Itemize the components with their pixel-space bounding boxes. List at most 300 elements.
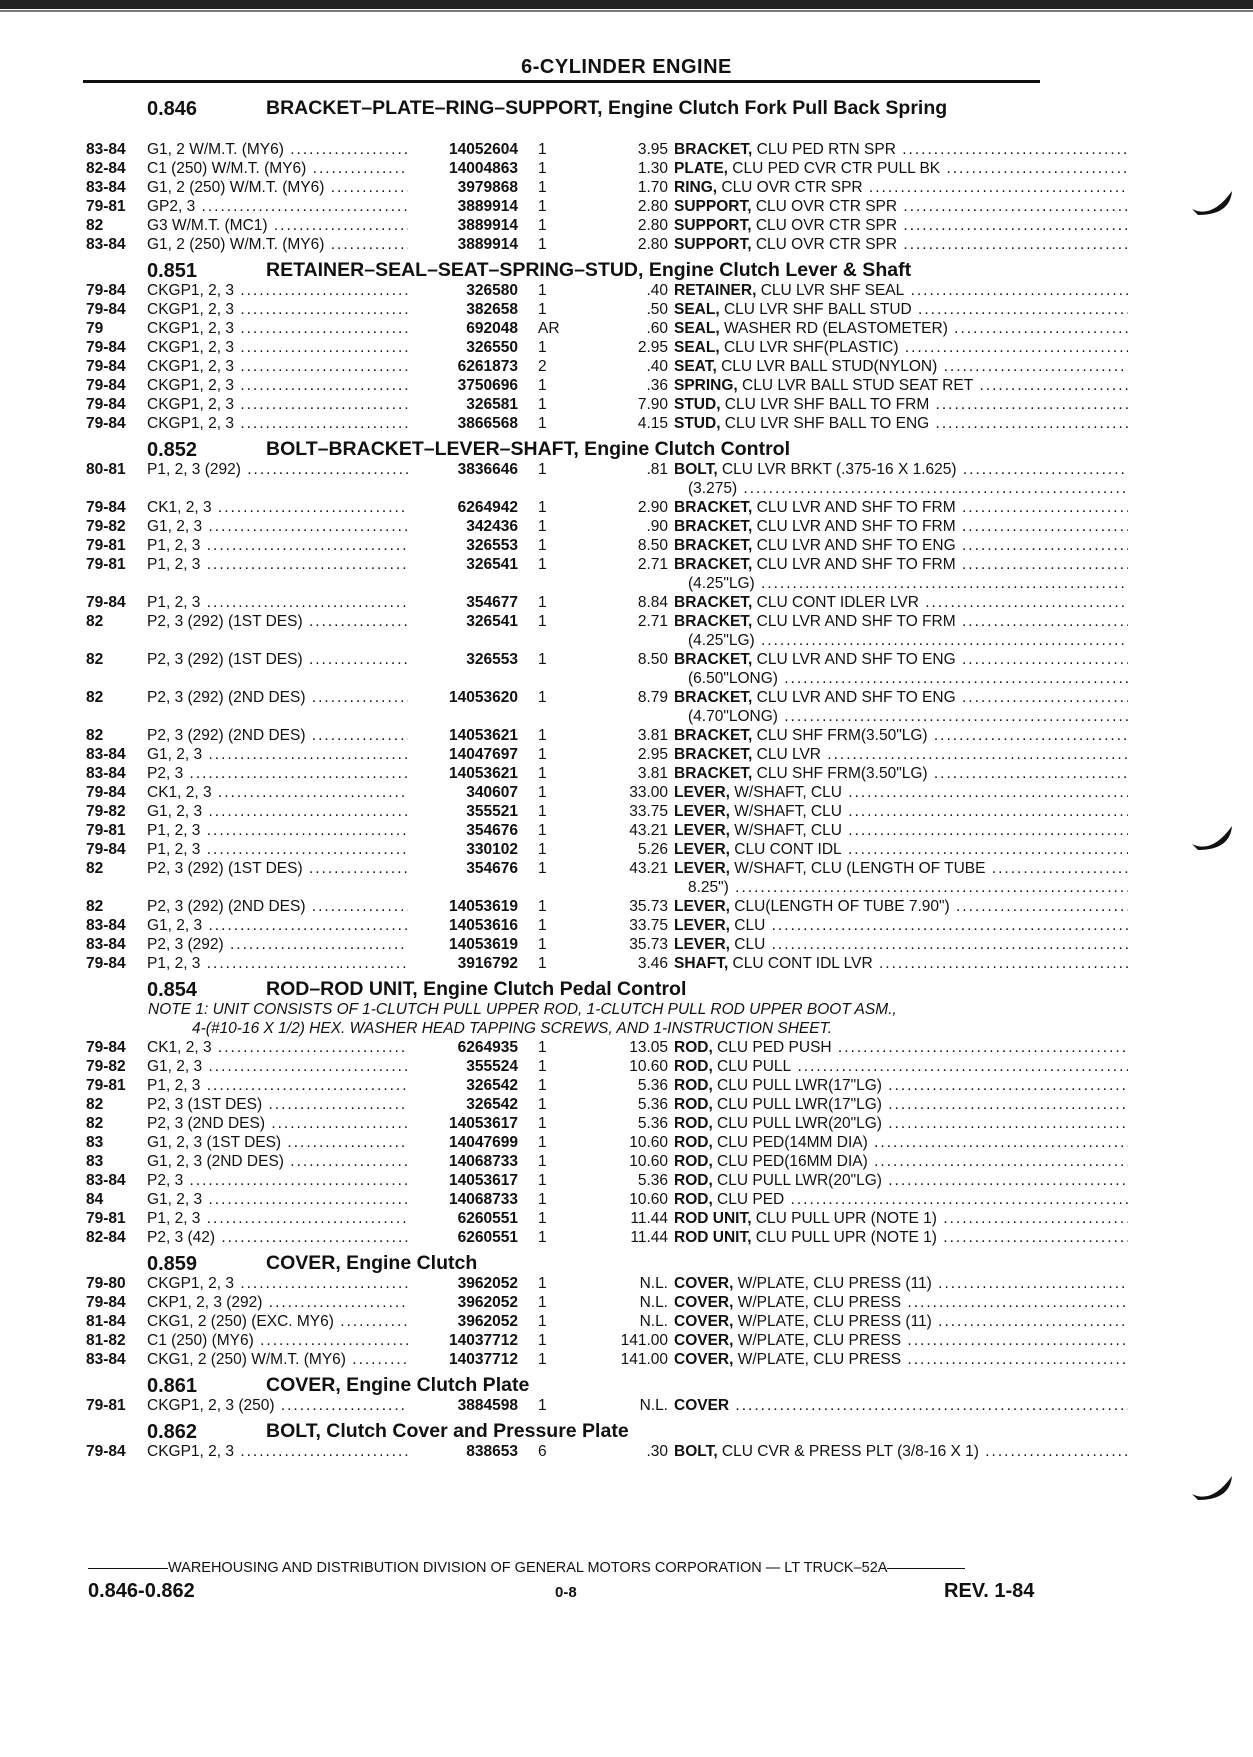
part-number: 3889914 <box>408 197 518 216</box>
price: 43.21 <box>629 860 668 877</box>
parts-row <box>86 319 1048 338</box>
part-number: 14004863 <box>408 159 518 178</box>
description-keyword: BRACKET, <box>674 765 753 782</box>
model-year: 79-84 <box>86 499 126 516</box>
description-keyword: LEVER, <box>674 822 730 839</box>
description-keyword: LEVER, <box>674 860 730 877</box>
parts-row <box>86 916 1048 935</box>
quantity: 1 <box>538 1134 547 1151</box>
quantity: 1 <box>538 651 547 668</box>
quantity: 1 <box>538 499 547 516</box>
model-applicability: P1, 2, 3 ..... <box>147 1209 499 1228</box>
parts-row <box>86 1114 1048 1133</box>
description-line <box>674 954 1128 973</box>
description-line <box>674 726 1128 745</box>
description-line <box>674 593 1128 612</box>
part-number: 330102 <box>408 840 518 859</box>
model-year: 79-84 <box>86 1294 126 1311</box>
part-description <box>674 916 1128 935</box>
parts-row <box>86 1312 1048 1331</box>
parts-row <box>86 357 1048 376</box>
description-keyword: BRACKET, <box>674 518 753 535</box>
section-note <box>86 1000 1048 1038</box>
description-text: CLU LVR AND SHF TO FRM <box>752 613 956 630</box>
part-number: 355524 <box>408 1057 518 1076</box>
part-description <box>674 1152 1128 1171</box>
part-number: 14053619 <box>408 935 518 954</box>
parts-row <box>86 688 1048 726</box>
part-number: 838653 <box>408 1442 518 1461</box>
model-year: 79-81 <box>86 822 126 839</box>
parts-row <box>86 764 1048 783</box>
quantity: 1 <box>538 236 547 253</box>
model-applicability: P2, 3 ..... <box>147 1171 499 1190</box>
part-number: 6261873 <box>408 357 518 376</box>
description-line <box>674 1442 1128 1461</box>
model-year: 82 <box>86 217 104 234</box>
description-continuation: 8.25") ..... <box>674 878 1128 897</box>
description-text: CLU PED CVR CTR PULL BK <box>727 160 941 177</box>
part-description <box>674 1114 1128 1133</box>
quantity: 1 <box>538 217 547 234</box>
model-year: 79-81 <box>86 1210 126 1227</box>
part-description <box>674 1057 1128 1076</box>
parts-row <box>86 1171 1048 1190</box>
model-year: 79-82 <box>86 518 126 535</box>
model-applicability: P2, 3 (292) (1ST DES) ..... <box>147 859 499 878</box>
price: 2.80 <box>637 236 668 253</box>
description-line <box>674 1228 1128 1247</box>
description-keyword: PLATE, <box>674 160 728 177</box>
section-number: 0.859 <box>147 1253 198 1275</box>
part-number: 382658 <box>408 300 518 319</box>
description-keyword: BRACKET, <box>674 613 753 630</box>
description-keyword: LEVER, <box>674 841 730 858</box>
description-text: CLU PULL LWR(20"LG) <box>712 1172 882 1189</box>
model-year: 82-84 <box>86 1229 126 1246</box>
description-text: CLU LVR SHF BALL STUD <box>719 301 912 318</box>
model-year: 83 <box>86 1153 104 1170</box>
quantity: 1 <box>538 1153 547 1170</box>
model-applicability: P2, 3 (1ST DES) ..... <box>147 1095 499 1114</box>
model-applicability: G3 W/M.T. (MC1) ..... <box>147 216 499 235</box>
description-text: W/PLATE, CLU PRESS <box>733 1351 902 1368</box>
scan-top-edge <box>0 0 1253 9</box>
model-year: 79-84 <box>86 1039 126 1056</box>
part-number: 342436 <box>408 517 518 536</box>
part-description <box>674 1331 1128 1350</box>
part-description <box>674 783 1128 802</box>
model-year: 79-84 <box>86 396 126 413</box>
description-keyword: RETAINER, <box>674 282 757 299</box>
description-text: CLU PULL <box>712 1058 792 1075</box>
part-number: 326553 <box>408 536 518 555</box>
description-keyword: BRACKET, <box>674 499 753 516</box>
parts-row <box>86 897 1048 916</box>
quantity: 1 <box>538 803 547 820</box>
part-number: 3750696 <box>408 376 518 395</box>
section-heading <box>86 260 1048 281</box>
quantity: 1 <box>538 1039 547 1056</box>
price: 10.60 <box>629 1058 668 1075</box>
model-year: 82 <box>86 860 104 877</box>
description-keyword: STUD, <box>674 396 721 413</box>
description-keyword: COVER, <box>674 1294 734 1311</box>
part-description <box>674 159 1128 178</box>
model-year: 79-81 <box>86 1397 126 1414</box>
part-number: 14053619 <box>408 897 518 916</box>
model-year: 80-81 <box>86 461 126 478</box>
price: .81 <box>646 461 668 478</box>
section-number: 0.851 <box>147 260 198 282</box>
part-description <box>674 1095 1128 1114</box>
description-keyword: BOLT, <box>674 1443 718 1460</box>
part-description <box>674 897 1128 916</box>
part-number: 3889914 <box>408 216 518 235</box>
section-number: 0.861 <box>147 1375 198 1397</box>
price: .90 <box>646 518 668 535</box>
description-line <box>674 916 1128 935</box>
part-description <box>674 1171 1128 1190</box>
model-year: 79-84 <box>86 955 126 972</box>
model-year: 79-84 <box>86 377 126 394</box>
model-applicability: CKGP1, 2, 3 ..... <box>147 300 499 319</box>
part-description <box>674 935 1128 954</box>
model-year: 83-84 <box>86 936 126 953</box>
price: 7.90 <box>637 396 668 413</box>
part-description <box>674 536 1128 555</box>
quantity: 1 <box>538 765 547 782</box>
part-description <box>674 460 1128 498</box>
section-heading <box>86 1421 1048 1442</box>
part-description <box>674 197 1128 216</box>
description-text: CLU OVR CTR SPR <box>751 217 898 234</box>
part-description <box>674 1038 1128 1057</box>
part-number: 14068733 <box>408 1152 518 1171</box>
description-text: CLU SHF FRM(3.50"LG) <box>752 727 928 744</box>
model-applicability: P1, 2, 3 ..... <box>147 821 499 840</box>
parts-row <box>86 235 1048 254</box>
model-applicability: G1, 2, 3 ..... <box>147 1057 499 1076</box>
part-description <box>674 414 1128 433</box>
price: 5.26 <box>637 841 668 858</box>
description-text: W/SHAFT, CLU <box>729 822 842 839</box>
description-text: CLU PED(14MM DIA) <box>712 1134 868 1151</box>
description-keyword: ROD, <box>674 1115 713 1132</box>
model-applicability: CKGP1, 2, 3 ..... <box>147 319 499 338</box>
price: 2.90 <box>637 499 668 516</box>
description-text: CLU LVR AND SHF TO ENG <box>752 651 956 668</box>
parts-row <box>86 954 1048 973</box>
description-text: CLU(LENGTH OF TUBE 7.90") <box>729 898 950 915</box>
model-applicability: CKG1, 2 (250) W/M.T. (MY6) ..... <box>147 1350 499 1369</box>
parts-row <box>86 745 1048 764</box>
description-keyword: BRACKET, <box>674 537 753 554</box>
price: 11.44 <box>630 1210 668 1227</box>
price: 5.36 <box>637 1115 668 1132</box>
description-line <box>674 1274 1128 1293</box>
description-text: W/PLATE, CLU PRESS <box>733 1332 902 1349</box>
model-year: 79-84 <box>86 1443 126 1460</box>
description-line <box>674 764 1128 783</box>
description-text: CLU LVR AND SHF TO FRM <box>752 518 956 535</box>
description-keyword: BRACKET, <box>674 141 753 158</box>
section-title-bold: BOLT, <box>266 1420 321 1442</box>
description-text: CLU OVR CTR SPR <box>751 198 898 215</box>
part-number: 14053617 <box>408 1114 518 1133</box>
description-line <box>674 1331 1128 1350</box>
quantity: 1 <box>538 1058 547 1075</box>
description-line <box>674 840 1128 859</box>
model-year: 82-84 <box>86 160 126 177</box>
parts-row <box>86 1350 1048 1369</box>
part-description <box>674 517 1128 536</box>
description-text: CLU <box>729 917 766 934</box>
parts-row <box>86 1209 1048 1228</box>
part-description <box>674 338 1128 357</box>
price: 8.84 <box>637 594 668 611</box>
model-applicability: G1, 2, 3 ..... <box>147 802 499 821</box>
price: 33.75 <box>629 803 668 820</box>
parts-row <box>86 612 1048 650</box>
section-title <box>266 979 1026 1000</box>
part-description <box>674 650 1128 688</box>
quantity: 1 <box>538 689 547 706</box>
description-keyword: LEVER, <box>674 803 730 820</box>
note-line-1: NOTE 1: UNIT CONSISTS OF 1-CLUTCH PULL UPPER ROD, 1-CLUTCH PULL ROD UPPER BOOT ASM., <box>148 1001 897 1018</box>
model-applicability: P1, 2, 3 ..... <box>147 593 499 612</box>
model-applicability: CKGP1, 2, 3 ..... <box>147 414 499 433</box>
price: 8.50 <box>637 651 668 668</box>
description-keyword: BOLT, <box>674 461 718 478</box>
description-keyword: ROD, <box>674 1172 713 1189</box>
description-text: CLU CVR & PRESS PLT (3/8-16 X 1) <box>717 1443 979 1460</box>
section-title-rest: Engine Clutch Pedal Control <box>417 978 687 1000</box>
description-keyword: SUPPORT, <box>674 198 752 215</box>
description-text: W/SHAFT, CLU (LENGTH OF TUBE <box>729 860 986 877</box>
description-keyword: COVER, <box>674 1332 734 1349</box>
parts-row <box>86 414 1048 433</box>
quantity: 1 <box>538 917 547 934</box>
description-continuation: (6.50"LONG) ..... <box>674 669 1128 688</box>
description-text: CLU PED PUSH <box>712 1039 832 1056</box>
description-text: WASHER RD (ELASTOMETER) <box>719 320 948 337</box>
parts-row <box>86 159 1048 178</box>
section-title-bold: COVER, <box>266 1252 341 1274</box>
description-keyword: ROD, <box>674 1096 713 1113</box>
price: 4.15 <box>637 415 668 432</box>
scan-top-edge-shadow <box>0 10 1253 12</box>
description-keyword: ROD, <box>674 1134 713 1151</box>
quantity: 1 <box>538 339 547 356</box>
part-number: 326580 <box>408 281 518 300</box>
price: 2.80 <box>637 198 668 215</box>
description-keyword: COVER, <box>674 1351 734 1368</box>
description-line <box>674 216 1128 235</box>
description-line <box>674 1293 1128 1312</box>
model-applicability: P1, 2, 3 (292) ..... <box>147 460 499 479</box>
part-description <box>674 1350 1128 1369</box>
part-description <box>674 1312 1128 1331</box>
price: 35.73 <box>629 936 668 953</box>
part-number: 3962052 <box>408 1293 518 1312</box>
price: 5.36 <box>637 1096 668 1113</box>
section-title-bold: COVER, <box>266 1374 341 1396</box>
description-line <box>674 1095 1128 1114</box>
quantity: 1 <box>538 1275 547 1292</box>
model-year: 79-82 <box>86 1058 126 1075</box>
quantity: 1 <box>538 1332 547 1349</box>
footer-revision: REV. 1-84 <box>944 1580 1035 1602</box>
description-keyword: BRACKET, <box>674 746 753 763</box>
description-line <box>674 1190 1128 1209</box>
description-line <box>674 783 1128 802</box>
model-applicability: P2, 3 (292) (2ND DES) ..... <box>147 897 499 916</box>
description-keyword: SPRING, <box>674 377 738 394</box>
part-description <box>674 802 1128 821</box>
model-year: 81-84 <box>86 1313 126 1330</box>
description-text: CLU LVR SHF BALL TO ENG <box>720 415 930 432</box>
parts-row <box>86 1057 1048 1076</box>
quantity: 1 <box>538 1229 547 1246</box>
description-text: CLU LVR AND SHF TO ENG <box>752 689 956 706</box>
part-number: 326541 <box>408 612 518 631</box>
description-line <box>674 612 1128 631</box>
part-description <box>674 1209 1128 1228</box>
part-number: 354677 <box>408 593 518 612</box>
part-number: 14068733 <box>408 1190 518 1209</box>
section-title-rest: Engine Clutch Fork Pull Back Spring <box>602 97 948 119</box>
price: 2.71 <box>637 613 668 630</box>
section-number: 0.854 <box>147 979 198 1001</box>
quantity: 2 <box>538 358 547 375</box>
description-text: W/PLATE, CLU PRESS (11) <box>733 1275 932 1292</box>
description-keyword: ROD UNIT, <box>674 1229 752 1246</box>
parts-row <box>86 1293 1048 1312</box>
model-year: 79-84 <box>86 784 126 801</box>
quantity: 1 <box>538 784 547 801</box>
description-continuation: (4.25"LG) ..... <box>674 631 1128 650</box>
part-number: 355521 <box>408 802 518 821</box>
parts-row <box>86 840 1048 859</box>
price: 10.60 <box>629 1191 668 1208</box>
part-description <box>674 376 1128 395</box>
description-line <box>674 859 1128 878</box>
description-line <box>674 1209 1128 1228</box>
description-keyword: BRACKET, <box>674 594 753 611</box>
price: 10.60 <box>629 1153 668 1170</box>
description-continuation: (4.70"LONG) ..... <box>674 707 1128 726</box>
part-number: 692048 <box>408 319 518 338</box>
model-applicability: P1, 2, 3 ..... <box>147 954 499 973</box>
part-description <box>674 726 1128 745</box>
description-keyword: COVER <box>674 1397 730 1414</box>
description-text: CLU PED RTN SPR <box>752 141 896 158</box>
binder-hole-icon <box>1188 820 1236 856</box>
description-line <box>674 159 1128 178</box>
section-title-bold: RETAINER–SEAL–SEAT–SPRING–STUD, <box>266 259 644 281</box>
parts-row <box>86 197 1048 216</box>
parts-row <box>86 802 1048 821</box>
model-year: 83-84 <box>86 1172 126 1189</box>
description-text: CLU PULL UPR (NOTE 1) <box>751 1229 937 1246</box>
part-number: 6260551 <box>408 1209 518 1228</box>
part-description <box>674 688 1128 726</box>
section-title-rest: Engine Clutch <box>340 1252 478 1274</box>
quantity: 1 <box>538 594 547 611</box>
parts-row <box>86 281 1048 300</box>
parts-row <box>86 1228 1048 1247</box>
description-text: CLU OVR CTR SPR <box>717 179 863 196</box>
part-number: 14053616 <box>408 916 518 935</box>
model-applicability: CKGP1, 2, 3 ..... <box>147 1442 499 1461</box>
quantity: 1 <box>538 1313 547 1330</box>
section-title-bold: BOLT–BRACKET–LEVER–SHAFT, <box>266 438 579 460</box>
parts-row <box>86 1152 1048 1171</box>
price: .36 <box>646 377 668 394</box>
section-title-rest: Engine Clutch Control <box>578 438 790 460</box>
part-number: 326581 <box>408 395 518 414</box>
model-applicability: CK1, 2, 3 ..... <box>147 1038 499 1057</box>
quantity: 1 <box>538 1210 547 1227</box>
part-description <box>674 319 1128 338</box>
model-year: 79-84 <box>86 301 126 318</box>
model-year: 79 <box>86 320 104 337</box>
parts-row <box>86 498 1048 517</box>
section-title <box>266 98 1026 119</box>
part-number: 14052604 <box>408 140 518 159</box>
description-line <box>674 460 1128 479</box>
section-heading <box>86 979 1048 1000</box>
section-title-rest: Engine Clutch Lever & Shaft <box>643 259 912 281</box>
model-year: 79-81 <box>86 537 126 554</box>
quantity: 1 <box>538 1172 547 1189</box>
parts-row <box>86 726 1048 745</box>
description-line <box>674 1312 1128 1331</box>
price: .60 <box>646 320 668 337</box>
description-keyword: LEVER, <box>674 936 730 953</box>
model-applicability: G1, 2, 3 (1ST DES) ..... <box>147 1133 499 1152</box>
model-applicability: CKGP1, 2, 3 ..... <box>147 395 499 414</box>
description-text: CLU LVR SHF(PLASTIC) <box>719 339 899 356</box>
price: 10.60 <box>629 1134 668 1151</box>
model-applicability: G1, 2, 3 ..... <box>147 517 499 536</box>
quantity: 1 <box>538 1115 547 1132</box>
description-text: CLU LVR SHF BALL TO FRM <box>720 396 930 413</box>
description-line <box>674 745 1128 764</box>
description-line <box>674 1171 1128 1190</box>
part-number: 326541 <box>408 555 518 574</box>
description-text: CLU PULL LWR(17"LG) <box>712 1096 882 1113</box>
part-number: 3962052 <box>408 1274 518 1293</box>
parts-row <box>86 555 1048 593</box>
description-line <box>674 1396 1128 1415</box>
model-applicability: G1, 2 (250) W/M.T. (MY6) ..... <box>147 235 499 254</box>
description-line <box>674 821 1128 840</box>
parts-row <box>86 376 1048 395</box>
part-description <box>674 357 1128 376</box>
quantity: 1 <box>538 1294 547 1311</box>
section-title-rest: Clutch Cover and Pressure Plate <box>320 1420 629 1442</box>
model-year: 82 <box>86 651 104 668</box>
part-description <box>674 821 1128 840</box>
part-description <box>674 1076 1128 1095</box>
model-year: 83 <box>86 1134 104 1151</box>
description-line <box>674 376 1128 395</box>
model-applicability: CKGP1, 2, 3 ..... <box>147 376 499 395</box>
part-number: 14047697 <box>408 745 518 764</box>
section-number: 0.852 <box>147 439 198 461</box>
